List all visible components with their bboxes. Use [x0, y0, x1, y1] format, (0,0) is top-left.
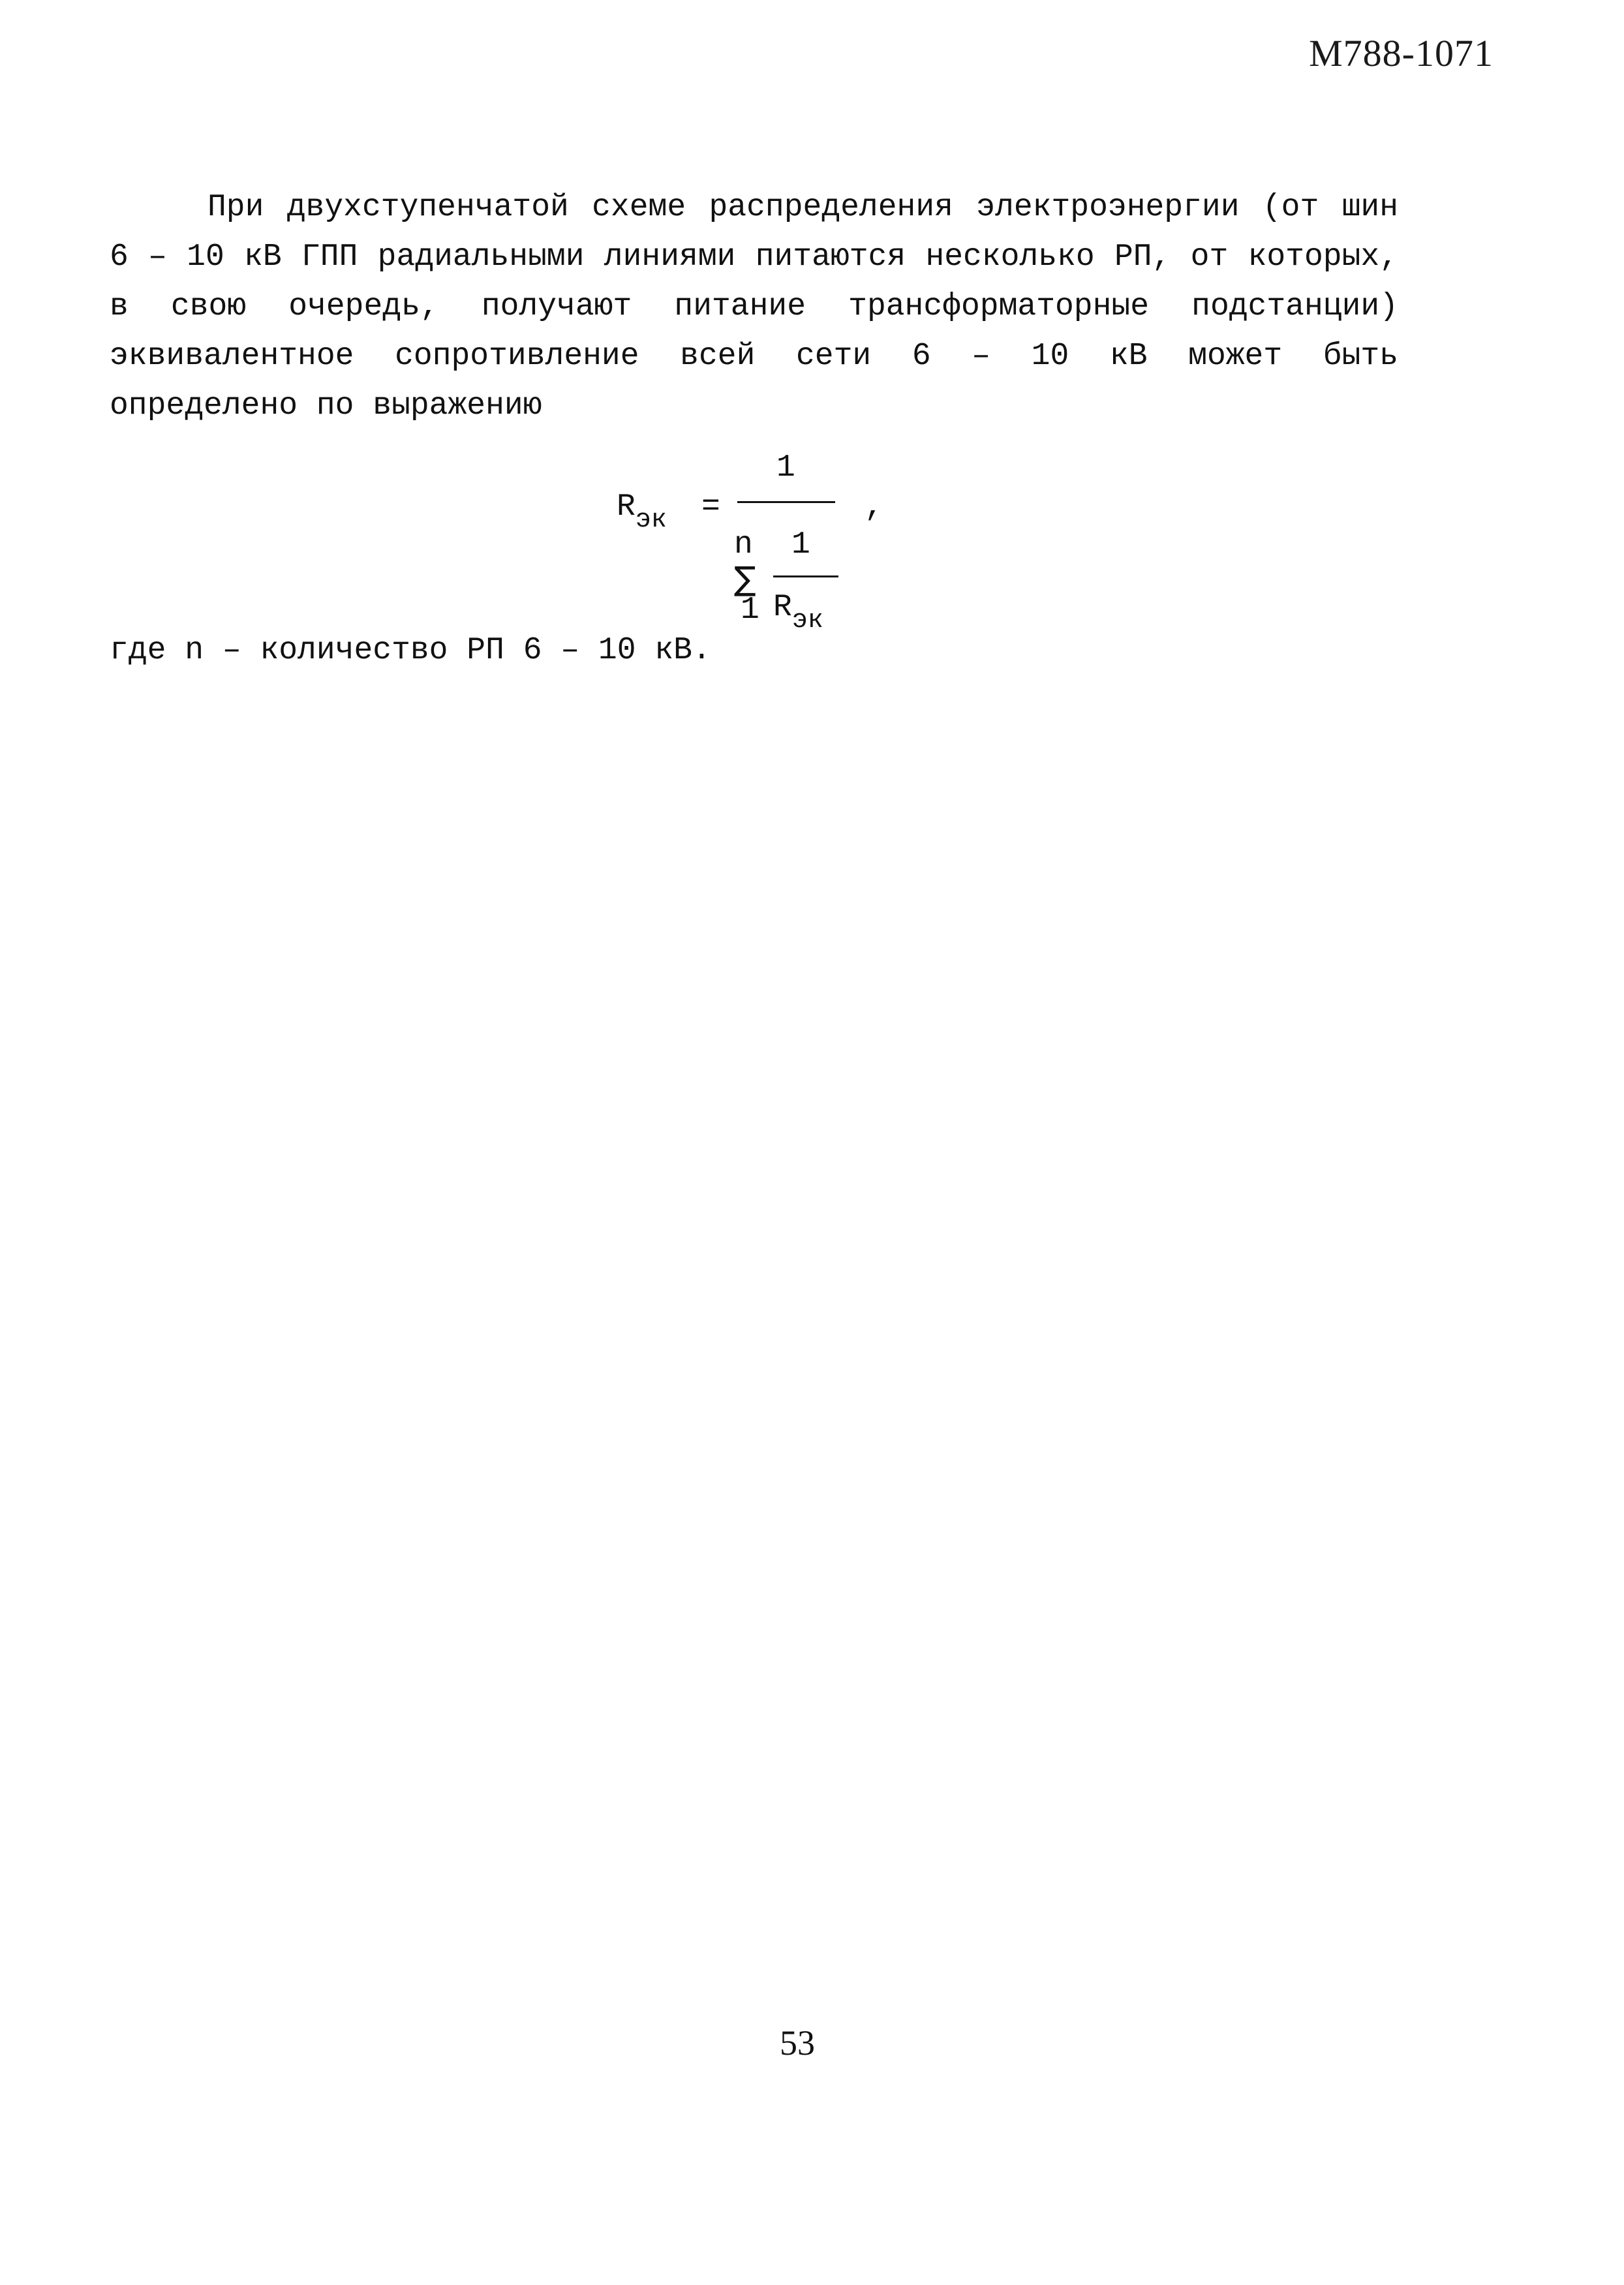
formula-lhs-symbol: R [617, 489, 636, 525]
formula-equals: = [701, 489, 720, 525]
inner-denominator [773, 590, 823, 636]
formula-lhs-subscript: эк [635, 506, 667, 535]
formula-lhs [617, 489, 667, 535]
body-paragraph [110, 183, 1398, 431]
document-code: М788-1071 [1309, 32, 1494, 74]
formula-numerator: 1 [776, 450, 795, 485]
paragraph-text: При двухступенчатой схеме распределения электроэнергии (от шин 6 – 10 кВ ГПП радиальными линиями питаются несколько РП, от которых, в свою очередь, получают питание трансформаторные подстанции) эквивалентное сопротивление всей сети 6 – 10 кВ может быть определено по выражению [110, 190, 1398, 423]
page-number: 53 [780, 2023, 815, 2063]
inner-numerator: 1 [791, 527, 810, 562]
where-definition: где n – количество РП 6 – 10 кВ. [110, 633, 711, 668]
inner-fraction-bar [773, 575, 838, 577]
formula-comma: , [865, 489, 883, 525]
inner-symbol: R [773, 590, 792, 625]
sum-lower-limit: 1 [741, 592, 759, 628]
inner-subscript: эк [791, 606, 823, 636]
sum-sign-icon: ∑ [734, 560, 756, 598]
sum-upper-limit: n [734, 527, 753, 562]
formula-fraction-bar [737, 501, 835, 503]
